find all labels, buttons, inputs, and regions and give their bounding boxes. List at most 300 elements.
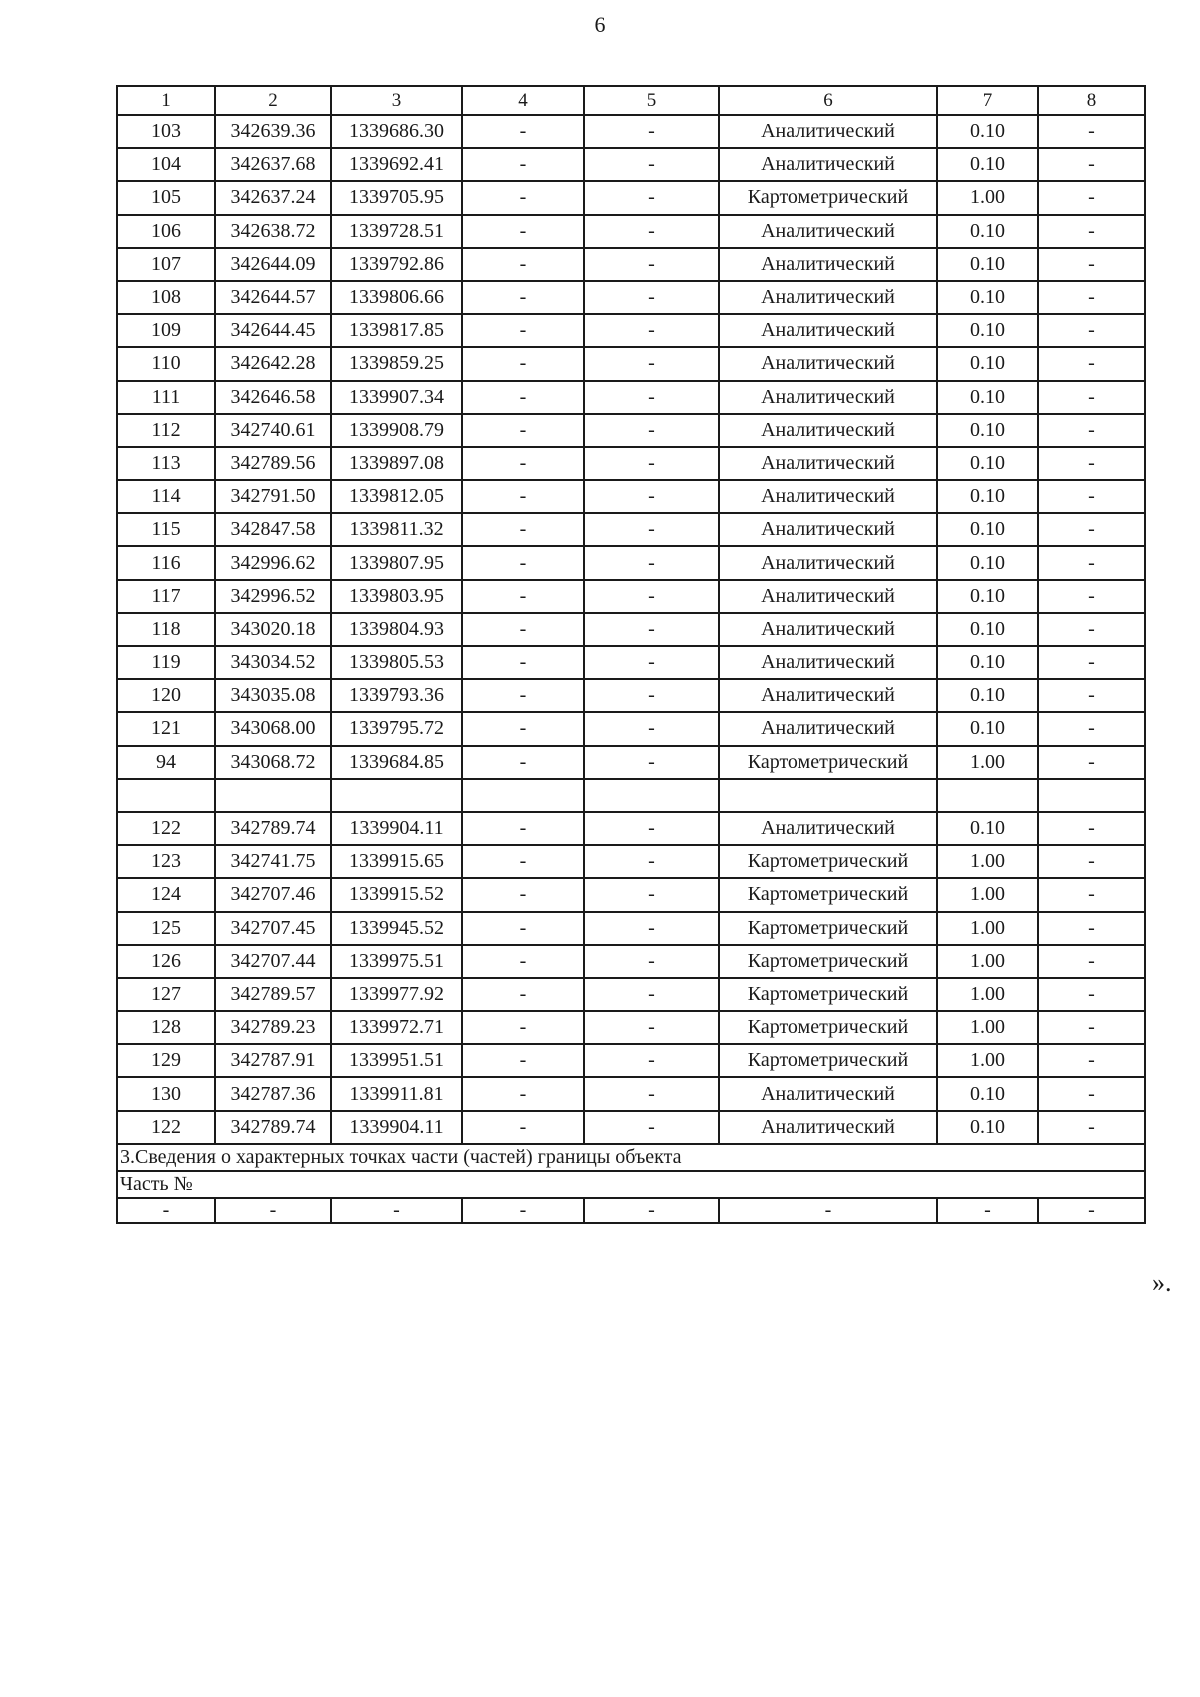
table-cell: -: [584, 1198, 719, 1223]
table-cell: -: [1038, 347, 1145, 380]
table-cell: -: [584, 1111, 719, 1144]
part-label-row: [117, 1171, 1145, 1198]
table-cell: 342707.46: [215, 878, 331, 911]
table-cell: 0.10: [937, 447, 1038, 480]
table-cell: Аналитический: [719, 281, 937, 314]
table-cell: -: [1038, 248, 1145, 281]
table-row: [117, 513, 1145, 546]
table-cell: 1339811.32: [331, 513, 462, 546]
table-row: [117, 646, 1145, 679]
table-cell: -: [462, 148, 584, 181]
table-row: [117, 779, 1145, 812]
table-cell: -: [462, 115, 584, 148]
table-cell: 0.10: [937, 314, 1038, 347]
table-cell: Аналитический: [719, 215, 937, 248]
table-cell: -: [1038, 148, 1145, 181]
table-cell: 342791.50: [215, 480, 331, 513]
table-cell: -: [462, 613, 584, 646]
table-cell: -: [584, 513, 719, 546]
table-cell: -: [462, 912, 584, 945]
table-cell: 1339915.52: [331, 878, 462, 911]
table-cell: -: [462, 248, 584, 281]
table-cell: 1339806.66: [331, 281, 462, 314]
table-cell: -: [462, 945, 584, 978]
table-cell: 342638.72: [215, 215, 331, 248]
table-cell: Аналитический: [719, 115, 937, 148]
table-cell: 342637.24: [215, 181, 331, 214]
table-cell: 1339805.53: [331, 646, 462, 679]
table-cell: -: [1038, 1077, 1145, 1110]
table-cell: Аналитический: [719, 580, 937, 613]
table-cell: -: [1038, 978, 1145, 1011]
table-cell: 7: [937, 86, 1038, 115]
table-cell: -: [584, 314, 719, 347]
table-cell: 1.00: [937, 878, 1038, 911]
table-cell: -: [462, 1044, 584, 1077]
table-cell: 1339807.95: [331, 546, 462, 579]
table-cell: -: [1038, 1044, 1145, 1077]
table-cell: Картометрический: [719, 878, 937, 911]
table-cell: 0.10: [937, 281, 1038, 314]
table-cell: -: [584, 1077, 719, 1110]
table-cell: 0.10: [937, 381, 1038, 414]
table-cell: -: [462, 746, 584, 779]
table-row: [117, 679, 1145, 712]
table-cell: 1339904.11: [331, 1111, 462, 1144]
table-cell: 1339684.85: [331, 746, 462, 779]
table-cell: Аналитический: [719, 546, 937, 579]
table-cell: 1.00: [937, 1011, 1038, 1044]
table-cell: -: [584, 613, 719, 646]
table-cell: 127: [117, 978, 215, 1011]
table-cell: 113: [117, 447, 215, 480]
table-cell: 0.10: [937, 646, 1038, 679]
table-cell: 94: [117, 746, 215, 779]
table-cell: 1339911.81: [331, 1077, 462, 1110]
table-cell: 117: [117, 580, 215, 613]
table-row: [117, 746, 1145, 779]
table-cell: 1339803.95: [331, 580, 462, 613]
table-cell: 1339975.51: [331, 945, 462, 978]
table-row: [117, 480, 1145, 513]
table-cell: -: [937, 1198, 1038, 1223]
table-cell: Картометрический: [719, 978, 937, 1011]
table-cell: 1.00: [937, 945, 1038, 978]
table-cell: 343068.72: [215, 746, 331, 779]
table-cell: 342637.68: [215, 148, 331, 181]
table-cell: Аналитический: [719, 347, 937, 380]
table-cell: 342789.23: [215, 1011, 331, 1044]
table-cell: 126: [117, 945, 215, 978]
table-cell: 1339817.85: [331, 314, 462, 347]
table-cell: 110: [117, 347, 215, 380]
table-cell: 103: [117, 115, 215, 148]
table-cell: 1339972.71: [331, 1011, 462, 1044]
table-cell: -: [584, 248, 719, 281]
table-cell: 342847.58: [215, 513, 331, 546]
table-cell: 125: [117, 912, 215, 945]
table-cell: Картометрический: [719, 181, 937, 214]
table-cell: 106: [117, 215, 215, 248]
table-cell: -: [462, 447, 584, 480]
table-cell: -: [584, 812, 719, 845]
table-cell: 1: [117, 86, 215, 115]
table-cell: 6: [719, 86, 937, 115]
table-cell: -: [117, 1198, 215, 1223]
table-cell: -: [331, 1198, 462, 1223]
table-cell: Аналитический: [719, 613, 937, 646]
table-cell: 1.00: [937, 912, 1038, 945]
table-cell: Аналитический: [719, 679, 937, 712]
table-cell: -: [1038, 712, 1145, 745]
table-cell: 1339804.93: [331, 613, 462, 646]
table-cell: 342639.36: [215, 115, 331, 148]
table-row: [117, 115, 1145, 148]
table-cell: Картометрический: [719, 1011, 937, 1044]
table-cell: 128: [117, 1011, 215, 1044]
table-cell: 342787.36: [215, 1077, 331, 1110]
table-cell: [215, 779, 331, 812]
table-cell: 1339686.30: [331, 115, 462, 148]
table-cell: -: [462, 1198, 584, 1223]
table-cell: -: [1038, 447, 1145, 480]
table-cell: -: [1038, 414, 1145, 447]
table-cell: 114: [117, 480, 215, 513]
table-cell: 123: [117, 845, 215, 878]
table-cell: -: [584, 281, 719, 314]
table-cell: Часть №: [117, 1171, 1145, 1198]
table-cell: 1339945.52: [331, 912, 462, 945]
table-row: [117, 613, 1145, 646]
table-cell: 343034.52: [215, 646, 331, 679]
table-cell: 111: [117, 381, 215, 414]
table-cell: -: [1038, 480, 1145, 513]
table-cell: 342642.28: [215, 347, 331, 380]
table-cell: [937, 779, 1038, 812]
table-cell: -: [584, 978, 719, 1011]
table-cell: -: [584, 679, 719, 712]
table-cell: 0.10: [937, 1077, 1038, 1110]
table-cell: 342644.45: [215, 314, 331, 347]
table-cell: -: [462, 1077, 584, 1110]
table-row: [117, 580, 1145, 613]
table-cell: 342789.74: [215, 812, 331, 845]
table-cell: 342996.52: [215, 580, 331, 613]
table-cell: 342707.45: [215, 912, 331, 945]
table-cell: Аналитический: [719, 148, 937, 181]
table-cell: -: [584, 115, 719, 148]
table-row: [117, 314, 1145, 347]
table-cell: 343035.08: [215, 679, 331, 712]
table-cell: 3.Сведения о характерных точках части (частей) границы объекта: [117, 1144, 1145, 1171]
table-cell: -: [462, 646, 584, 679]
table-cell: -: [584, 878, 719, 911]
table-cell: 3: [331, 86, 462, 115]
table-cell: 342740.61: [215, 414, 331, 447]
table-row: [117, 1044, 1145, 1077]
table-cell: 2: [215, 86, 331, 115]
table-cell: Аналитический: [719, 447, 937, 480]
table-cell: -: [1038, 613, 1145, 646]
table-cell: 1.00: [937, 181, 1038, 214]
table-cell: -: [1038, 1111, 1145, 1144]
table-row: [117, 215, 1145, 248]
table-cell: 0.10: [937, 513, 1038, 546]
table-cell: 1.00: [937, 978, 1038, 1011]
table-cell: -: [462, 1011, 584, 1044]
table-cell: -: [584, 381, 719, 414]
table-cell: -: [584, 447, 719, 480]
table-cell: -: [584, 746, 719, 779]
table-cell: 342707.44: [215, 945, 331, 978]
table-cell: -: [462, 480, 584, 513]
table-cell: 1339908.79: [331, 414, 462, 447]
table-cell: 1339705.95: [331, 181, 462, 214]
table-cell: -: [1038, 646, 1145, 679]
table-cell: 0.10: [937, 580, 1038, 613]
table-cell: -: [462, 513, 584, 546]
table-cell: -: [1038, 878, 1145, 911]
table-cell: -: [1038, 679, 1145, 712]
table-cell: 115: [117, 513, 215, 546]
table-cell: 0.10: [937, 248, 1038, 281]
table-cell: 0.10: [937, 215, 1038, 248]
table-cell: 342789.74: [215, 1111, 331, 1144]
table-header-row: [117, 86, 1145, 115]
table-cell: 1339792.86: [331, 248, 462, 281]
table-cell: 0.10: [937, 712, 1038, 745]
table-cell: -: [462, 712, 584, 745]
table-cell: -: [1038, 181, 1145, 214]
table-cell: -: [1038, 546, 1145, 579]
table-cell: -: [1038, 912, 1145, 945]
table-cell: -: [1038, 945, 1145, 978]
table-cell: 0.10: [937, 115, 1038, 148]
table-cell: Аналитический: [719, 314, 937, 347]
table-cell: 1339904.11: [331, 812, 462, 845]
table-cell: -: [1038, 281, 1145, 314]
coordinates-table: [116, 85, 1146, 1224]
table-cell: 0.10: [937, 812, 1038, 845]
table-cell: 120: [117, 679, 215, 712]
table-cell: -: [584, 912, 719, 945]
table-cell: [584, 779, 719, 812]
table-row: [117, 546, 1145, 579]
empty-part-row: [117, 1198, 1145, 1223]
table-cell: 0.10: [937, 679, 1038, 712]
table-cell: -: [719, 1198, 937, 1223]
table-cell: -: [584, 546, 719, 579]
table-cell: -: [462, 181, 584, 214]
table-cell: -: [1038, 746, 1145, 779]
table-row: [117, 812, 1145, 845]
table-cell: -: [462, 414, 584, 447]
table-cell: -: [584, 580, 719, 613]
table-cell: Картометрический: [719, 912, 937, 945]
table-cell: 122: [117, 812, 215, 845]
table-cell: 0.10: [937, 148, 1038, 181]
table-cell: 105: [117, 181, 215, 214]
table-cell: [331, 779, 462, 812]
table-cell: -: [462, 845, 584, 878]
table-cell: -: [584, 148, 719, 181]
table-row: [117, 878, 1145, 911]
table-cell: 1339951.51: [331, 1044, 462, 1077]
table-cell: 1339907.34: [331, 381, 462, 414]
table-cell: -: [584, 1044, 719, 1077]
table-cell: [1038, 779, 1145, 812]
table-row: [117, 712, 1145, 745]
table-cell: -: [584, 945, 719, 978]
table-cell: 118: [117, 613, 215, 646]
closing-quote: ».: [1152, 1268, 1172, 1297]
table-row: [117, 248, 1145, 281]
table-cell: -: [1038, 580, 1145, 613]
table-cell: 342789.56: [215, 447, 331, 480]
table-cell: 0.10: [937, 414, 1038, 447]
table-cell: 1.00: [937, 845, 1038, 878]
table-cell: 342741.75: [215, 845, 331, 878]
table-cell: -: [584, 712, 719, 745]
table-cell: -: [584, 347, 719, 380]
table-row: [117, 1077, 1145, 1110]
table-cell: Аналитический: [719, 712, 937, 745]
table-cell: -: [462, 1111, 584, 1144]
table-cell: -: [215, 1198, 331, 1223]
table-cell: -: [1038, 845, 1145, 878]
table-cell: Аналитический: [719, 1111, 937, 1144]
table-row: [117, 148, 1145, 181]
table-cell: 112: [117, 414, 215, 447]
table-cell: -: [462, 347, 584, 380]
table-cell: Картометрический: [719, 746, 937, 779]
table-cell: Аналитический: [719, 381, 937, 414]
table-cell: -: [462, 978, 584, 1011]
table-cell: 130: [117, 1077, 215, 1110]
table-cell: 8: [1038, 86, 1145, 115]
table-cell: -: [1038, 215, 1145, 248]
table-cell: -: [462, 546, 584, 579]
table-cell: -: [462, 381, 584, 414]
table-cell: -: [584, 845, 719, 878]
table-cell: -: [584, 414, 719, 447]
table-cell: -: [1038, 381, 1145, 414]
table-cell: 1.00: [937, 746, 1038, 779]
table-row: [117, 414, 1145, 447]
table-cell: -: [584, 181, 719, 214]
table-row: [117, 347, 1145, 380]
table-cell: 343020.18: [215, 613, 331, 646]
table-cell: Аналитический: [719, 248, 937, 281]
table-cell: 1339793.36: [331, 679, 462, 712]
table-row: [117, 978, 1145, 1011]
table-cell: -: [462, 314, 584, 347]
table-cell: -: [584, 646, 719, 679]
table-row: [117, 945, 1145, 978]
table-cell: 1339728.51: [331, 215, 462, 248]
table-cell: 124: [117, 878, 215, 911]
table-cell: 343068.00: [215, 712, 331, 745]
table-cell: Аналитический: [719, 414, 937, 447]
table-row: [117, 447, 1145, 480]
table-cell: Картометрический: [719, 945, 937, 978]
table-cell: 129: [117, 1044, 215, 1077]
table-cell: Аналитический: [719, 513, 937, 546]
table-cell: 0.10: [937, 347, 1038, 380]
table-row: [117, 1111, 1145, 1144]
table-cell: Аналитический: [719, 480, 937, 513]
table-cell: 4: [462, 86, 584, 115]
table-cell: Аналитический: [719, 1077, 937, 1110]
table-cell: 1339977.92: [331, 978, 462, 1011]
table-cell: -: [462, 679, 584, 712]
table-cell: -: [1038, 1198, 1145, 1223]
table-cell: -: [462, 580, 584, 613]
table-cell: -: [1038, 513, 1145, 546]
table-cell: -: [584, 480, 719, 513]
table-cell: 122: [117, 1111, 215, 1144]
table-cell: -: [1038, 314, 1145, 347]
table-cell: 107: [117, 248, 215, 281]
table-cell: Аналитический: [719, 812, 937, 845]
table-cell: 109: [117, 314, 215, 347]
table-cell: 0.10: [937, 480, 1038, 513]
table-cell: 342789.57: [215, 978, 331, 1011]
table-cell: Картометрический: [719, 845, 937, 878]
table-cell: 5: [584, 86, 719, 115]
table-row: [117, 281, 1145, 314]
table-row: [117, 912, 1145, 945]
table-cell: 0.10: [937, 1111, 1038, 1144]
table-cell: [117, 779, 215, 812]
table-cell: Картометрический: [719, 1044, 937, 1077]
table-cell: 108: [117, 281, 215, 314]
table-cell: -: [584, 1011, 719, 1044]
section-title-row: [117, 1144, 1145, 1171]
table-row: [117, 845, 1145, 878]
table-cell: 342787.91: [215, 1044, 331, 1077]
table-cell: 121: [117, 712, 215, 745]
table-cell: 1339795.72: [331, 712, 462, 745]
table-cell: 1339812.05: [331, 480, 462, 513]
table-cell: 1339692.41: [331, 148, 462, 181]
table-cell: -: [462, 281, 584, 314]
table-row: [117, 381, 1145, 414]
table-cell: 342644.09: [215, 248, 331, 281]
table-cell: 1339859.25: [331, 347, 462, 380]
table-cell: [719, 779, 937, 812]
table-cell: 1.00: [937, 1044, 1038, 1077]
table-cell: -: [1038, 812, 1145, 845]
page-number: 6: [594, 12, 606, 37]
table-cell: 119: [117, 646, 215, 679]
table-cell: Аналитический: [719, 646, 937, 679]
table-cell: -: [462, 215, 584, 248]
table-cell: -: [1038, 1011, 1145, 1044]
table-cell: -: [1038, 115, 1145, 148]
table-cell: -: [462, 878, 584, 911]
table-cell: 1339897.08: [331, 447, 462, 480]
table-cell: 342996.62: [215, 546, 331, 579]
table-cell: 104: [117, 148, 215, 181]
table-cell: [462, 779, 584, 812]
table-cell: 0.10: [937, 546, 1038, 579]
table-row: [117, 1011, 1145, 1044]
table-cell: 342646.58: [215, 381, 331, 414]
table-cell: -: [462, 812, 584, 845]
table-cell: 0.10: [937, 613, 1038, 646]
table-row: [117, 181, 1145, 214]
